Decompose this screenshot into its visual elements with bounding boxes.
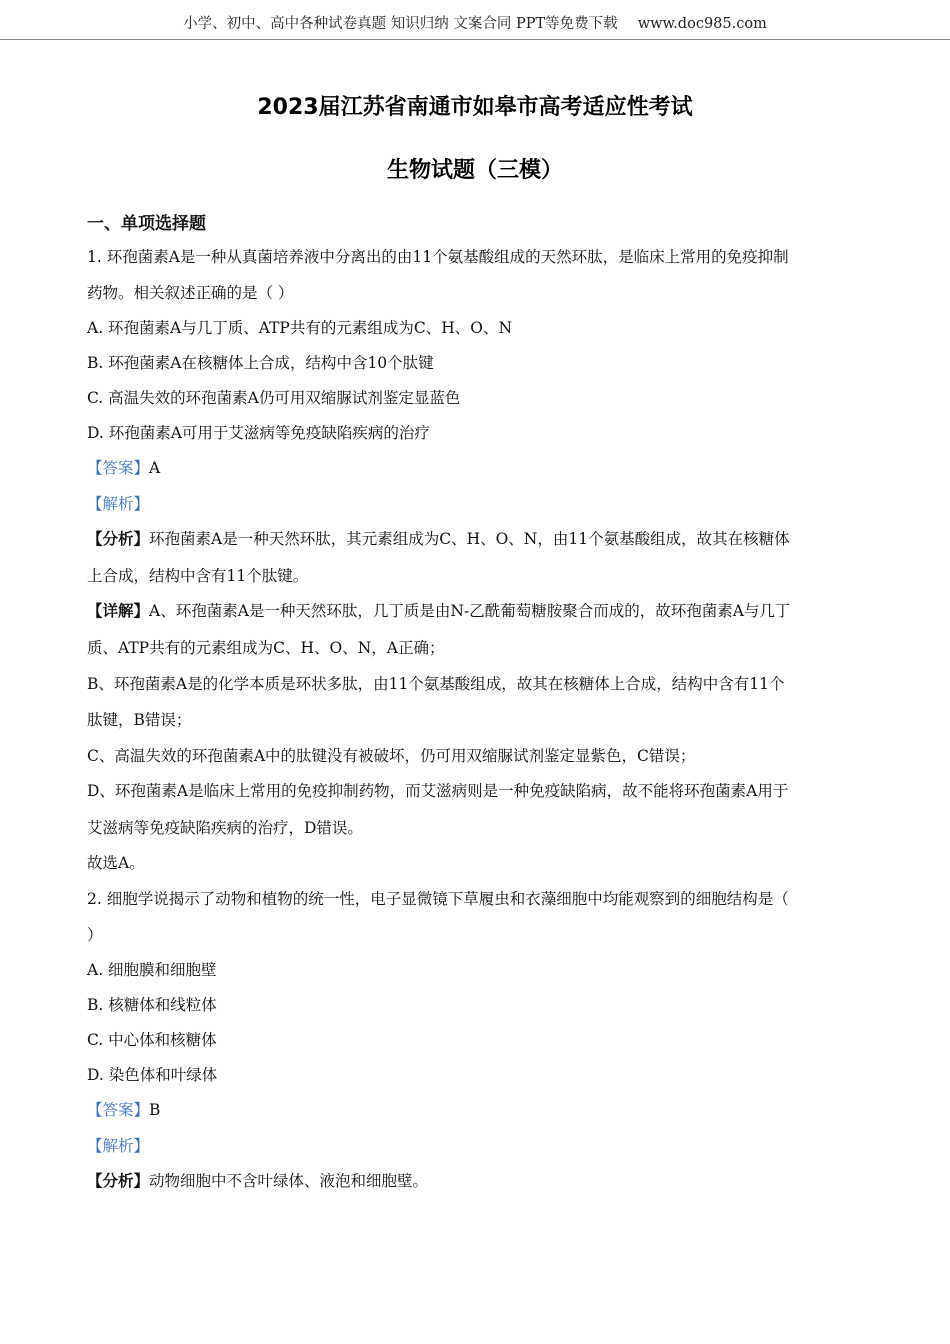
q1-conclusion: 故选A。 xyxy=(87,854,145,872)
q1-detail-text: A、环孢菌素A是一种天然环肽，几丁质是由N-乙酰葡萄糖胺聚合而成的，故环孢菌素A与几丁 xyxy=(149,602,791,620)
q2-answer-value: B xyxy=(149,1101,161,1119)
q2-analysis-text: 动物细胞中不含叶绿体、液泡和细胞壁。 xyxy=(149,1172,429,1190)
q2-stem-line2: ） xyxy=(87,926,103,944)
section-heading: 一、单项选择题 xyxy=(87,214,206,234)
q1-option-c: C. 高温失效的环孢菌素A仍可用双缩脲试剂鉴定显蓝色 xyxy=(87,389,461,407)
header-site: www.doc985.com xyxy=(637,16,767,32)
q2-option-a: A. 细胞膜和细胞壁 xyxy=(87,961,217,979)
q2-option-b: B. 核糖体和线粒体 xyxy=(87,996,217,1014)
q1-analysis-label: 【解析】 xyxy=(87,495,150,513)
q1-option-d: D. 环孢菌素A可用于艾滋病等免疫缺陷疾病的治疗 xyxy=(87,424,430,442)
q1-detail-line5: C、高温失效的环孢菌素A中的肽键没有被破坏，仍可用双缩脲试剂鉴定显紫色，C错误； xyxy=(87,747,696,765)
doc-subtitle: 生物试题（三模） xyxy=(386,158,563,183)
q2-analysis-line1 xyxy=(87,1171,877,1191)
q1-option-a: A. 环孢菌素A与几丁质、ATP共有的元素组成为C、H、O、N xyxy=(87,319,513,337)
answer-tag: 【答案】 xyxy=(87,459,150,477)
q1-detail-line6: D、环孢菌素A是临床上常用的免疫抑制药物，而艾滋病则是一种免疫缺陷病，故不能将环孢菌素A用于 xyxy=(87,782,789,800)
q1-analysis-text: 环孢菌素A是一种天然环肽，其元素组成为C、H、O、N，由11个氨基酸组成，故其在核糖体 xyxy=(149,530,790,548)
q2-analysis-label: 【解析】 xyxy=(87,1137,150,1155)
q1-analysis-line1 xyxy=(87,529,877,549)
q2-option-c: C. 中心体和核糖体 xyxy=(87,1031,217,1049)
q1-detail-line1 xyxy=(87,601,877,621)
q2-answer xyxy=(87,1100,877,1120)
q1-detail-line2: 质、ATP共有的元素组成为C、H、O、N，A正确； xyxy=(87,639,445,657)
doc-title: 2023届江苏省南通市如皋市高考适应性考试 xyxy=(257,95,693,120)
detail-tag: 【详解】 xyxy=(87,601,150,620)
q1-stem-line2: 药物。相关叙述正确的是（ ） xyxy=(87,284,294,302)
q1-detail-line4: 肽键，B错误； xyxy=(87,711,192,729)
q1-analysis-line2: 上合成，结构中含有11个肽键。 xyxy=(87,567,309,585)
q1-stem-line1: 1. 环孢菌素A是一种从真菌培养液中分离出的由11个氨基酸组成的天然环肽，是临床上常用的免疫抑制 xyxy=(87,248,789,266)
answer-tag-2: 【答案】 xyxy=(87,1101,150,1119)
analysis-tag-2: 【分析】 xyxy=(87,1171,150,1190)
q1-detail-line3: B、环孢菌素A是的化学本质是环状多肽，由11个氨基酸组成，故其在核糖体上合成，结构中含有11个 xyxy=(87,675,785,693)
q2-stem-line1: 2. 细胞学说揭示了动物和植物的统一性，电子显微镜下草履虫和衣藻细胞中均能观察到的细胞结构是（ xyxy=(87,890,789,908)
q1-answer xyxy=(87,458,877,478)
analysis-tag: 【分析】 xyxy=(87,529,150,548)
q2-option-d: D. 染色体和叶绿体 xyxy=(87,1066,218,1084)
header-text: 小学、初中、高中各种试卷真题 知识归纳 文案合同 PPT等免费下载 xyxy=(183,16,618,32)
q1-answer-value: A xyxy=(149,459,161,477)
q1-detail-line7: 艾滋病等免疫缺陷疾病的治疗，D错误。 xyxy=(87,819,363,837)
page-header xyxy=(0,12,950,40)
q1-option-b: B. 环孢菌素A在核糖体上合成，结构中含10个肽键 xyxy=(87,354,434,372)
